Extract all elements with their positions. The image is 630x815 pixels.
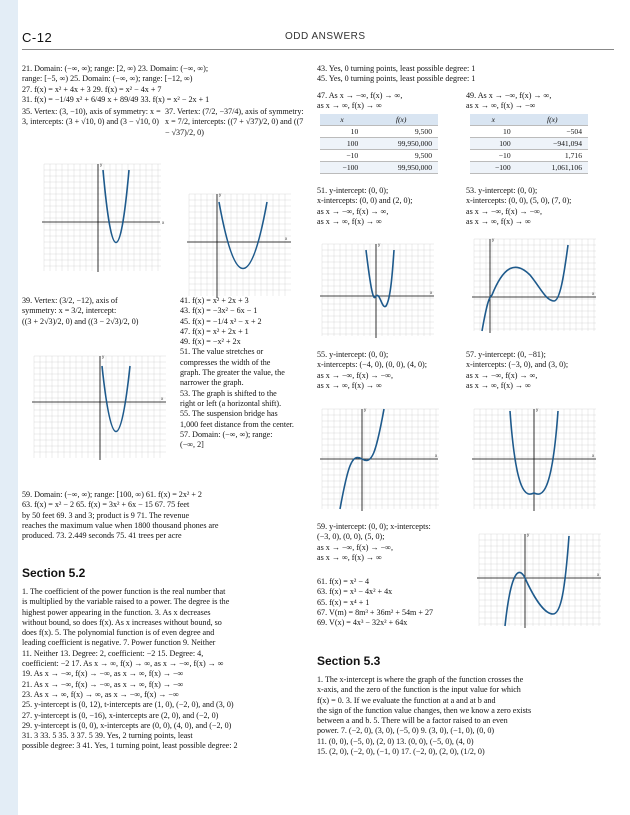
answer-line: 51. y-intercept: (0, 0); — [317, 186, 389, 195]
answer-line: as x → −∞, f(x) → −∞, — [317, 370, 393, 380]
y-axis-label: y — [378, 242, 381, 247]
grid-lines — [474, 239, 596, 331]
answer-line: 55. y-intercept: (0, 0); — [317, 350, 389, 359]
answer-line: 45. f(x) = −1/4 x² − x + 2 — [180, 316, 262, 326]
answer-line: possible degree: 3 41. Yes, 1 turning point, least possible degree: 2 — [22, 741, 238, 751]
answer-line: 11. Neither 13. Degree: 2, coefficient: −2 15. Degree: 4, — [22, 648, 204, 658]
answer-line: 57. y-intercept: (0, −81); — [466, 350, 546, 359]
table-row: −100 99,950,000 — [320, 162, 438, 174]
answer-51 — [317, 186, 462, 227]
answer-line: 53. y-intercept: (0, 0); — [466, 186, 538, 195]
answer-line: 11. (0, 0), (−5, 0), (2, 0) 13. (0, 0), (−5, 0), (4, 0) — [317, 736, 474, 746]
answer-line: 49. f(x) = −x² + 2x — [180, 337, 241, 347]
graph-59 — [475, 530, 605, 630]
answers-21-37 — [22, 64, 307, 105]
answer-line: 59. Domain: (−∞, ∞); range: [100, ∞) 61. f(x) = 2x² + 2 — [22, 490, 202, 499]
answer-35: 35. Vertex: (3, −10), axis of symmetry: x = 3, intercepts: (3 + √10, 0) and (3 − √10, 0) — [22, 107, 161, 127]
answer-line: does f(x). 5. The polynomial function is of even degree and — [22, 628, 215, 638]
answer-47 — [317, 91, 457, 112]
section-5-2-heading: Section 5.2 — [22, 566, 86, 580]
answer-line: as x → ∞, f(x) → ∞ — [317, 216, 382, 226]
answer-line: 43. f(x) = −3x² − 6x − 1 — [180, 306, 258, 316]
answers-43-45 — [317, 64, 617, 85]
answer-line: as x → ∞, f(x) → ∞ — [466, 216, 531, 226]
y-axis-label: y — [100, 162, 103, 167]
answer-59 — [317, 522, 477, 563]
answer-line: 65. f(x) = x⁴ + 1 — [317, 597, 370, 607]
polynomial-curve — [505, 536, 569, 626]
y-axis-label: y — [536, 407, 539, 412]
y-axis-label: y — [102, 354, 105, 359]
polynomial-curve — [482, 245, 568, 331]
page-number: C-12 — [22, 30, 53, 45]
section-5-3-answers — [317, 675, 617, 757]
answer-line: 1. The x-intercept is where the graph of the function crosses the — [317, 675, 524, 684]
page-margin-band — [0, 0, 18, 815]
table-47 — [320, 114, 438, 174]
answer-line: 29. y-intercept is (0, 0), x-intercepts are (0, 0), (4, 0), and (−2, 0) — [22, 720, 232, 730]
section-5-3-heading: Section 5.3 — [317, 654, 381, 668]
answer-line: 47. f(x) = x² + 2x + 1 — [180, 326, 249, 336]
header-rule — [22, 49, 614, 50]
x-axis-label: x — [592, 291, 595, 296]
answer-line: (−3, 0), (0, 0), (5, 0); — [317, 532, 385, 542]
y-axis-label: y — [492, 237, 495, 242]
answer-line: right or left (a horizontal shift). — [180, 398, 282, 408]
answer-line: 63. f(x) = x² − 2 65. f(x) = 3x² + 6x − 15 67. 75 feet — [22, 500, 190, 510]
answer-line: 63. f(x) = x³ − 4x² + 4x — [317, 587, 393, 597]
table-header: f(x) — [364, 114, 438, 126]
answer-line: 19. As x → −∞, f(x) → −∞, as x → ∞, f(x) → −∞ — [22, 669, 184, 679]
answer-line: narrower the graph. — [180, 378, 244, 388]
y-axis-label: y — [219, 192, 222, 197]
graph-39 — [30, 352, 170, 462]
table-row: 10 9,500 — [320, 126, 438, 138]
x-axis-label: x — [430, 290, 433, 295]
answer-line: by 50 feet 69. 3 and 3; product is 9 71. The revenue — [22, 510, 190, 520]
answer-line: compresses the width of the — [180, 357, 271, 367]
answers-41-57 — [180, 296, 310, 450]
answer-line: range: [−5, ∞) 25. Domain: (−∞, ∞); range: [−12, ∞) — [22, 74, 193, 84]
running-head: ODD ANSWERS — [285, 31, 366, 42]
table-header: x — [320, 114, 364, 126]
table-row: 10 −504 — [470, 126, 588, 138]
answer-line: as x → ∞, f(x) → ∞ — [466, 380, 531, 390]
answer-line: 69. V(x) = 4x³ − 32x² + 64x — [317, 618, 408, 628]
answer-line: 67. V(m) = 8m³ + 36m² + 54m + 27 — [317, 607, 434, 617]
answer-line: the sign of the function value changes, then we know a zero exists — [317, 705, 532, 715]
answer-line: x-intercepts: (0, 0) and (2, 0); — [317, 196, 413, 206]
x-axis-label: x — [162, 220, 165, 225]
answer-line: 21. As x → −∞, f(x) → −∞, as x → ∞, f(x) → −∞ — [22, 679, 184, 689]
answer-line: highest power appearing in the function. 3. As x decreases — [22, 607, 211, 617]
table-row: −10 9,500 — [320, 150, 438, 162]
answer-line: 59. y-intercept: (0, 0); x-intercepts: — [317, 522, 431, 531]
table-row: 100 −941,094 — [470, 138, 588, 150]
answer-line: 25. y-intercept is (0, 12), t-intercepts are (1, 0), (−2, 0), and (3, 0) — [22, 700, 234, 710]
grid-lines — [44, 164, 161, 271]
answers-61-69 — [317, 577, 477, 628]
table-row: 100 99,950,000 — [320, 138, 438, 150]
answer-line: 49. As x → −∞, f(x) → ∞, — [466, 91, 552, 100]
answer-line: leading coefficient is negative. 7. Power function 9. Neither — [22, 638, 216, 648]
answer-37: 37. Vertex: (7/2, −37/4), axis of symmetry: x = 7/2, intercepts: ((7 + √37)/2, 0) and ((7 − √37)/2, 0) — [165, 107, 304, 137]
answer-line: as x → −∞, f(x) → ∞, — [317, 206, 389, 216]
graph-53 — [470, 235, 600, 335]
graph-35 — [40, 160, 165, 275]
answer-line: as x → −∞, f(x) → −∞, — [466, 206, 542, 216]
x-axis-label: x — [285, 236, 288, 241]
answer-line: 1,000 feet distance from the center. — [180, 419, 294, 429]
graph-51 — [318, 240, 438, 340]
x-axis-label: x — [161, 396, 164, 401]
table-row: −100 1,061,106 — [470, 162, 588, 174]
x-axis-label: x — [597, 572, 600, 577]
answer-line: between a and b. 5. There will be a factor raised to an even — [317, 716, 508, 726]
answer-line: produced. 73. 2.449 seconds 75. 41 trees per acre — [22, 531, 182, 541]
y-axis-label: y — [527, 532, 530, 537]
answer-line: as x → ∞, f(x) → ∞ — [317, 380, 382, 390]
grid-lines — [322, 244, 434, 336]
answer-line: 45. Yes, 0 turning points, least possible degree: 1 — [317, 74, 476, 84]
answer-line: as x → ∞, f(x) → −∞ — [466, 101, 536, 111]
table-header: f(x) — [517, 114, 588, 126]
table-49 — [470, 114, 588, 174]
graph-57 — [470, 405, 600, 513]
answer-line: 27. f(x) = x² + 4x + 3 29. f(x) = x² − 4x + 7 — [22, 84, 162, 94]
table-header: x — [470, 114, 517, 126]
answers-59-75 — [22, 490, 312, 541]
answer-line: ((3 + 2√3)/2, 0) and ((3 − 2√3)/2, 0) — [22, 316, 139, 326]
answer-49 — [466, 91, 616, 112]
section-5-2-answers — [22, 587, 312, 752]
answer-line: x-axis, and the zero of the function is the input value for which — [317, 685, 521, 695]
answer-line: as x → −∞, f(x) → ∞, — [466, 370, 538, 380]
answer-line: x-intercepts: (−4, 0), (0, 0), (4, 0); — [317, 360, 427, 370]
answer-line: 1. The coefficient of the power function is the real number that — [22, 587, 226, 596]
y-axis-label: y — [364, 407, 367, 412]
answer-line: (−∞, 2] — [180, 440, 204, 450]
answer-line: without bound, so does f(x). As x increases without bound, so — [22, 617, 222, 627]
answer-line: 57. Domain: (−∞, ∞); range: — [180, 429, 273, 439]
answer-line: 23. As x → ∞, f(x) → ∞, as x → −∞, f(x) → −∞ — [22, 689, 179, 699]
answer-line: 31. f(x) = −1/49 x² + 6/49 x + 89/49 33. f(x) = x² − 2x + 1 — [22, 94, 210, 104]
graph-55 — [318, 405, 443, 513]
table-row: −10 1,716 — [470, 150, 588, 162]
answer-line: 41. f(x) = x² + 2x + 3 — [180, 296, 249, 305]
answer-line: is multiplied by the variable raised to a power. The degree is the — [22, 597, 230, 607]
x-axis-label: x — [435, 453, 438, 458]
answer-line: 53. The graph is shifted to the — [180, 388, 277, 398]
answer-39 — [22, 296, 172, 327]
answer-line: coefficient: −2 17. As x → ∞, f(x) → ∞, as x → −∞, f(x) → ∞ — [22, 659, 224, 669]
answer-line: 55. The suspension bridge has — [180, 409, 278, 419]
answer-line: graph. The greater the value, the — [180, 368, 285, 378]
answer-57 — [466, 350, 616, 391]
answer-line: as x → ∞, f(x) → ∞ — [317, 552, 382, 562]
answer-line: 15. (2, 0), (−2, 0), (−1, 0) 17. (−2, 0), (2, 0), (1/2, 0) — [317, 747, 485, 757]
answer-line: symmetry: x = 3/2, intercept: — [22, 306, 117, 316]
answer-line: 51. The value stretches or — [180, 347, 264, 357]
answer-line: as x → ∞, f(x) → ∞ — [317, 101, 382, 111]
answer-53 — [466, 186, 616, 227]
grid-lines — [189, 194, 291, 296]
answer-line: x-intercepts: (0, 0), (5, 0), (7, 0); — [466, 196, 572, 206]
answer-line: 27. y-intercept is (0, −16), x-intercepts are (2, 0), and (−2, 0) — [22, 710, 219, 720]
answer-line: 47. As x → −∞, f(x) → ∞, — [317, 91, 403, 100]
answer-line: 21. Domain: (−∞, ∞); range: [2, ∞) 23. Domain: (−∞, ∞); — [22, 64, 209, 73]
answer-line: f(x) = 0. 3. If we evaluate the function at a and at b and — [317, 695, 496, 705]
answer-line: 31. 3 33. 5 35. 3 37. 5 39. Yes, 2 turning points, least — [22, 731, 193, 741]
answer-line: x-intercepts: (−3, 0), and (3, 0); — [466, 360, 569, 370]
x-axis-label: x — [592, 453, 595, 458]
grid-lines — [479, 534, 601, 626]
answer-line: 39. Vertex: (3/2, −12), axis of — [22, 296, 118, 305]
answer-line: power. 7. (−2, 0), (3, 0), (−5, 0) 9. (3, 0), (−1, 0), (0, 0) — [317, 726, 495, 736]
graph-37 — [185, 190, 295, 300]
answer-55 — [317, 350, 462, 391]
answer-line: as x → −∞, f(x) → −∞, — [317, 542, 393, 552]
answer-line: 61. f(x) = x² − 4 — [317, 577, 370, 586]
answer-line: 43. Yes, 0 turning points, least possible degree: 1 — [317, 64, 476, 73]
answer-line: reaches the maximum value when 1800 thousand phones are — [22, 520, 219, 530]
